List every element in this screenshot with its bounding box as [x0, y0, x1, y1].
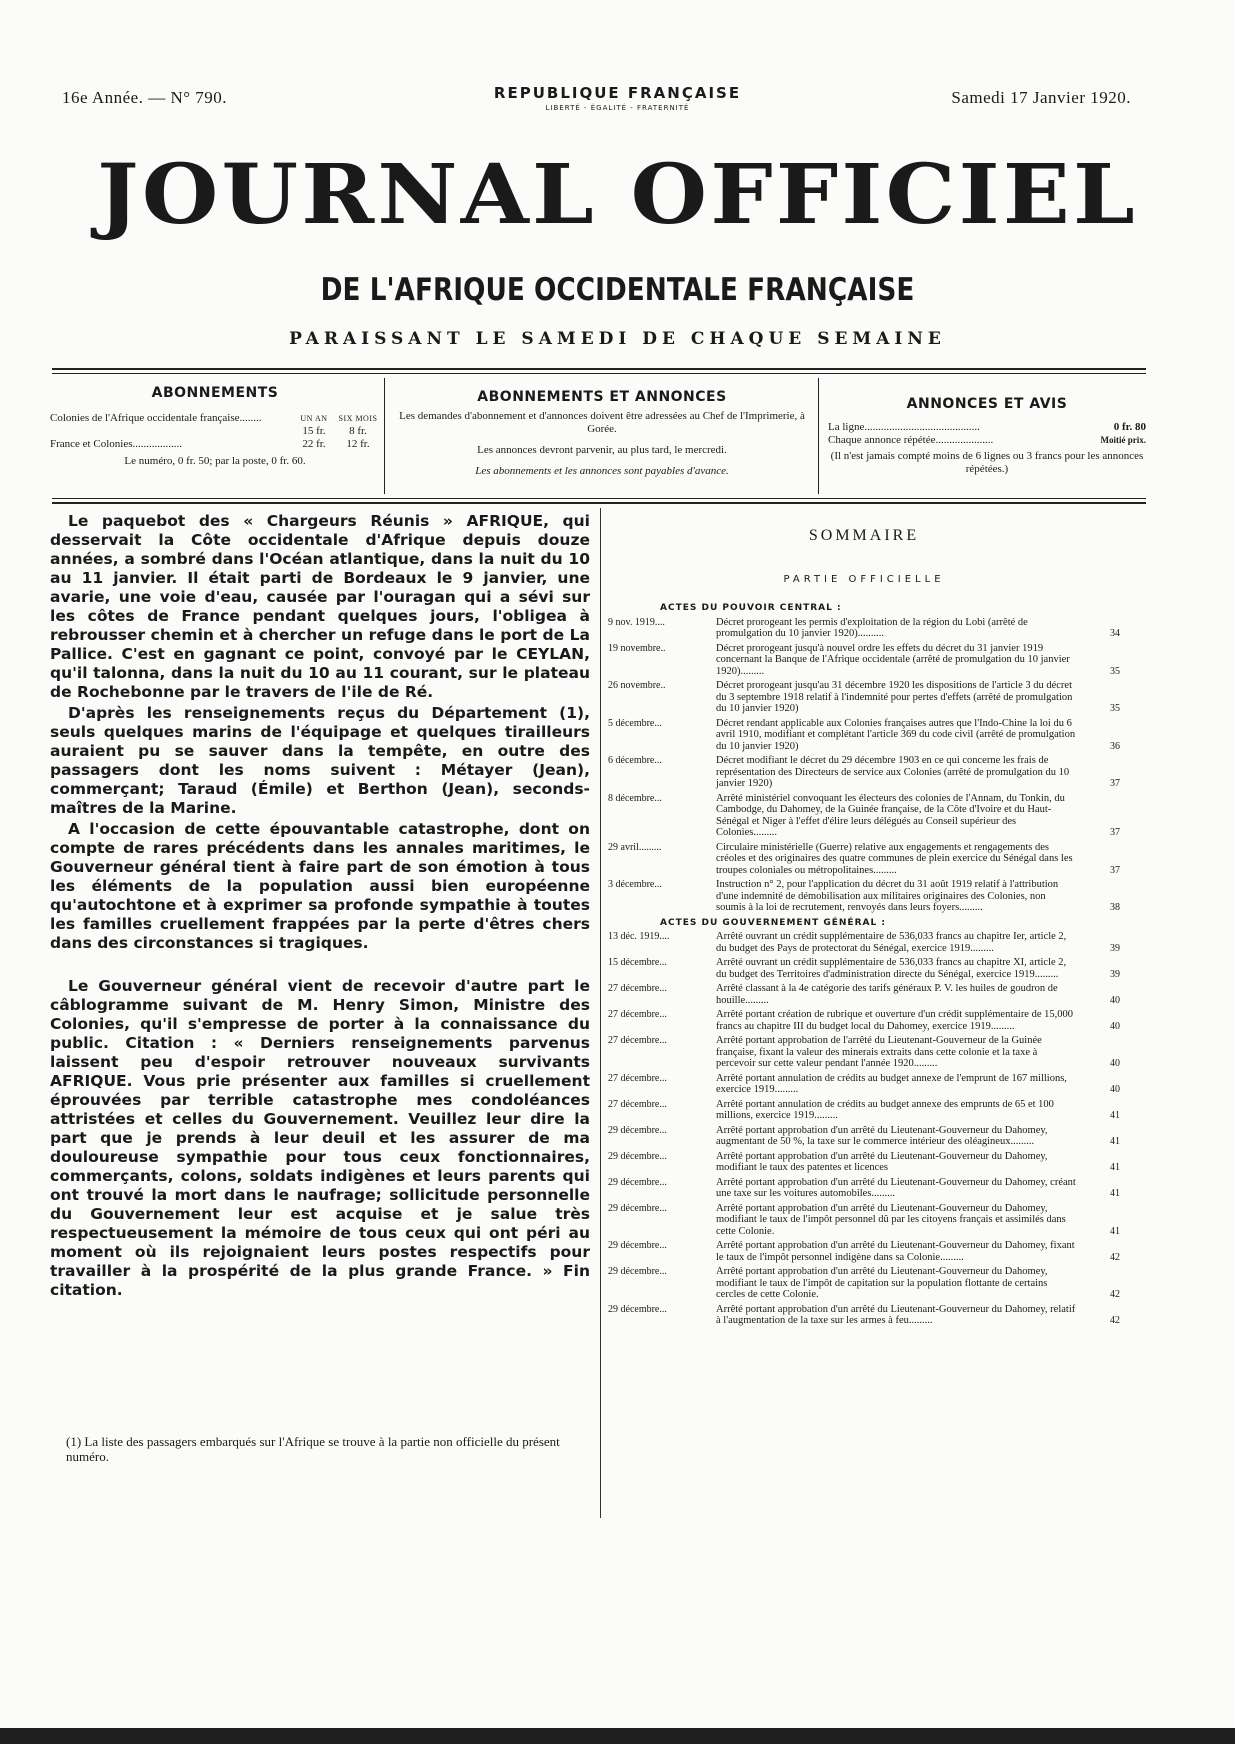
journal-title: JOURNAL OFFICIEL	[97, 147, 1138, 243]
entry-text: Arrêté classant à la 4e catégorie des tarifs généraux P. V. les huiles de goudron de houille.........	[716, 983, 1058, 1006]
header-rule	[52, 498, 1146, 499]
sommaire-entry	[608, 680, 1120, 715]
scan-edge	[0, 1728, 1235, 1744]
entry-page: 39	[1110, 942, 1120, 954]
sommaire-entry	[608, 1266, 1120, 1301]
entry-page: 38	[1110, 902, 1120, 913]
entry-page: 39	[1110, 968, 1120, 980]
entry-page: 37	[1110, 827, 1120, 838]
abo-annonces-line: Les demandes d'abonnement et d'annonces doivent être adressées au Chef de l'Imprimerie, à Gorée.	[399, 410, 805, 435]
sommaire-sections	[608, 603, 1120, 1327]
entry-date: 26 novembre..	[608, 680, 666, 691]
entry-text: Arrêté portant approbation d'un arrêté du Lieutenant-Gouverneur du Dahomey, augmentant de 50 %, la taxe sur le commerce intérieur des oléagineux.........	[716, 1124, 1048, 1147]
entry-text: Arrêté portant approbation d'un arrêté du Lieutenant-Gouverneur du Dahomey, relatif à l'augmentation de la taxe sur les armes à feu.........	[716, 1303, 1076, 1326]
sommaire-entry	[608, 1125, 1120, 1148]
abonnements-box	[50, 387, 380, 468]
sommaire-entry	[608, 1009, 1120, 1032]
header-rule	[52, 373, 1146, 374]
article-paragraph: A l'occasion de cette épouvantable catastrophe, dont on compte de rares précédents dans les annales maritimes, le Gouverneur général tient à faire part de son émotion à tous les éléments de la population aussi bien européenne qu'autochtone et à exprimer sa profonde sympathie à toutes les familles cruellement frappées par la perte d'êtres chers dans des circonstances si tragiques.	[50, 820, 590, 952]
entry-page: 40	[1110, 994, 1120, 1006]
entry-page: 41	[1110, 1188, 1120, 1199]
entry-date: 29 décembre...	[608, 1150, 667, 1162]
entry-date: 27 décembre...	[608, 1009, 667, 1020]
entry-text: Arrêté ouvrant un crédit supplémentaire de 536,033 francs au chapitre Ier, article 2, du budget des Pays de protectorat du Sénégal, exercice 1919.........	[716, 931, 1067, 954]
annonce-repetee-value: Moitié prix.	[1100, 435, 1146, 445]
entry-page: 36	[1110, 740, 1120, 752]
entry-date: 27 décembre...	[608, 983, 667, 994]
entry-date: 27 décembre...	[608, 1072, 667, 1084]
entry-page: 40	[1110, 1084, 1120, 1095]
entry-text: Décret modifiant le décret du 29 décembre 1903 en ce qui concerne les frais de représentation des Directeurs de service aux Colonies (arrêté de promulgation du 10 janvier 1920)	[716, 755, 1070, 789]
sommaire-entry	[608, 1240, 1120, 1263]
article-footnote: (1) La liste des passagers embarqués sur l'Afrique se trouve à la partie non officielle du présent numéro.	[66, 1434, 560, 1464]
sommaire-entry	[608, 1177, 1120, 1200]
annonce-note: (Il n'est jamais compté moins de 6 lignes ou 3 francs pour les annonces répétées.)	[830, 450, 1144, 475]
col-six-mois: SIX MOIS	[338, 414, 378, 423]
sommaire-entry	[608, 718, 1120, 753]
entry-date: 29 décembre...	[608, 1266, 667, 1277]
abo-annonces-line: Les abonnements et les annonces sont payables d'avance.	[475, 465, 729, 477]
annonce-repetee-label: Chaque annonce répétée.....................	[828, 434, 994, 446]
entry-text: Arrêté portant approbation d'un arrêté du Lieutenant-Gouverneur du Dahomey, modifiant le taux de l'impôt de capitation sur la population flottante de certains cercles de cette Colonie.	[716, 1266, 1048, 1300]
entry-page: 41	[1110, 1136, 1120, 1147]
sommaire-entry	[608, 1151, 1120, 1174]
abo-value: 15 fr.	[302, 425, 326, 437]
entry-date: 27 décembre...	[608, 1035, 667, 1046]
entry-date: 29 avril.........	[608, 841, 662, 853]
abo-value: 12 fr.	[346, 438, 370, 450]
motto: LIBERTÉ - ÉGALITÉ - FRATERNITÉ	[545, 104, 690, 112]
entry-page: 41	[1110, 1225, 1120, 1237]
issue-date: Samedi 17 Janvier 1920.	[951, 88, 1131, 107]
sommaire-entry	[608, 755, 1120, 790]
entry-text: Décret rendant applicable aux Colonies françaises autres que l'Indo-Chine la loi du 6 avril 1910, modifiant et complétant l'article 369 du code civil (arrêté de promulgation du 10 janvier 1920)	[716, 717, 1076, 752]
sommaire-entry	[608, 1035, 1120, 1070]
box-divider	[384, 378, 385, 494]
entry-date: 5 décembre...	[608, 717, 662, 729]
entry-page: 42	[1110, 1315, 1120, 1326]
entry-text: Arrêté portant approbation d'un arrêté du Lieutenant-Gouverneur du Dahomey, modifiant le taux des patentes et licences	[716, 1150, 1048, 1173]
annonce-ligne-label: La ligne..........................................	[828, 421, 980, 433]
abo-value: 8 fr.	[349, 425, 367, 437]
entry-date: 6 décembre...	[608, 755, 662, 766]
entry-date: 29 décembre...	[608, 1202, 667, 1214]
entry-page: 40	[1110, 1020, 1120, 1032]
sommaire-entry	[608, 983, 1120, 1006]
entry-date: 29 décembre...	[608, 1124, 667, 1136]
sommaire-entry	[608, 643, 1120, 678]
col-un-an: UN AN	[300, 414, 328, 423]
entry-text: Décret prorogeant jusqu'à nouvel ordre les effets du décret du 31 janvier 1919 concernant la Banque de l'Afrique occidentale (arrêté de promulgation du 10 janvier 1920).........	[716, 642, 1070, 677]
sommaire-entry	[608, 1099, 1120, 1122]
entry-text: Arrêté portant approbation d'un arrêté du Lieutenant-Gouverneur du Dahomey, modifiant le taux de l'impôt personnel dû par les citoyens français et assimilés dans cette Colonie.	[716, 1202, 1066, 1237]
entry-date: 9 nov. 1919....	[608, 616, 665, 628]
article-afrique	[50, 512, 590, 1302]
entry-text: Arrêté portant approbation de l'arrêté du Lieutenant-Gouverneur de la Guinée française, fixant la valeur des minerais extraits dans cette colonie et la taxe à percevoir sur cette valeur pendant l'année 1920.........	[716, 1035, 1042, 1069]
journal-subtitle: DE L'AFRIQUE OCCIDENTALE FRANÇAISE	[320, 272, 915, 308]
entry-page: 42	[1110, 1251, 1120, 1263]
publication-frequency: PARAISSANT LE SAMEDI DE CHAQUE SEMAINE	[289, 329, 946, 349]
entry-page: 35	[1110, 703, 1120, 714]
annonces-avis-box	[828, 398, 1146, 476]
entry-text: Instruction n° 2, pour l'application du décret du 31 août 1919 relatif à l'attribution d'une indemnité de démobilisation aux militaires originaires des Colonies, non soumis à la loi de recrutement, renvoyés dans leurs foyers.........	[716, 879, 1059, 913]
entry-date: 13 déc. 1919....	[608, 931, 670, 942]
republique-heading: REPUBLIQUE FRANÇAISE	[493, 84, 742, 102]
entry-text: Arrêté ouvrant un crédit supplémentaire de 536,033 francs au chapitre XI, article 2, du budget des Territoires d'administration directe du Sénégal, exercice 1919.........	[716, 957, 1067, 980]
entry-date: 8 décembre...	[608, 792, 662, 804]
entry-text: Arrêté portant annulation de crédits au budget annexe des emprunts de 65 et 100 millions, exercice 1919.........	[716, 1098, 1054, 1121]
issue-number: 16e Année. — N° 790.	[62, 88, 228, 107]
sommaire-entry	[608, 617, 1120, 640]
column-divider	[600, 508, 601, 1518]
entry-date: 29 décembre...	[608, 1176, 667, 1188]
annonce-ligne-value: 0 fr. 80	[1113, 421, 1146, 433]
article-paragraph: D'après les renseignements reçus du Département (1), seuls quelques marins de l'équipage et quelques tirailleurs auraient pu se sauver dans la tempête, en outre des passagers dont les noms suivent : Métayer (Jean), commerçant; Taraud (Émile) et Berthon (Jean), seconds-maîtres de la Marine.	[50, 704, 590, 817]
sommaire-title: SOMMAIRE	[808, 527, 920, 544]
entry-date: 19 novembre..	[608, 642, 666, 654]
numero-price: Le numéro, 0 fr. 50; par la poste, 0 fr. 60.	[124, 455, 306, 467]
header-rule	[52, 502, 1146, 504]
entry-text: Circulaire ministérielle (Guerre) relative aux engagements et rengagements des créoles et des originaires des quatre communes de plein exercice du Sénégal dans les troupes coloniales ou métropolitaines.........	[716, 841, 1073, 876]
sommaire-section-heading: ACTES DU POUVOIR CENTRAL :	[660, 603, 842, 613]
entry-page: 42	[1110, 1289, 1120, 1300]
article-paragraph: Le paquebot des « Chargeurs Réunis » AFRIQUE, qui desservait la Côte occidentale d'Afrique depuis douze années, a sombré dans l'Océan atlantique, dans la nuit du 10 au 11 janvier. Il était parti de Bordeaux le 9 janvier, une avarie, une voie d'eau, causée par l'ouragan qui a sévi sur les côtes de France pendant quelques jours, l'obligea à rebrousser chemin et à chercher un refuge dans le port de La Pallice. C'est en gagnant ce point, convoyé par le CEYLAN, qu'il talonna, dans la nuit du 10 au 11 courant, sur le plateau de Rochebonne par le travers de l'ile de Ré.	[50, 512, 590, 701]
entry-text: Arrêté portant approbation d'un arrêté du Lieutenant-Gouverneur du Dahomey, créant une taxe sur les voitures automobiles.........	[716, 1176, 1076, 1199]
sommaire-section-heading: ACTES DU GOUVERNEMENT GÉNÉRAL :	[660, 917, 886, 928]
entry-page: 37	[1110, 864, 1120, 876]
entry-date: 29 décembre...	[608, 1240, 667, 1251]
box-divider	[818, 378, 819, 494]
abo-value: 22 fr.	[302, 438, 326, 450]
entry-page: 35	[1110, 665, 1120, 677]
entry-text: Arrêté ministériel convoquant les électeurs des colonies de l'Annam, du Tonkin, du Cambodge, du Dahomey, de la Guinée française, de la Côte d'Ivoire et du Haut-Sénégal et Niger à l'effet d'élire leurs délégués au Conseil supérieur des Colonies.........	[716, 792, 1065, 838]
partie-officielle-heading: PARTIE OFFICIELLE	[783, 573, 945, 585]
sommaire-entry	[608, 793, 1120, 839]
entry-date: 27 décembre...	[608, 1098, 667, 1110]
abo-row-label: Colonies de l'Afrique occidentale française........	[50, 412, 262, 424]
entry-page: 34	[1110, 628, 1120, 639]
entry-page: 41	[1110, 1162, 1120, 1173]
sommaire-entry	[608, 1203, 1120, 1238]
entry-page: 41	[1110, 1110, 1120, 1121]
header-rule	[52, 368, 1146, 370]
entry-page: 37	[1110, 778, 1120, 789]
annonces-avis-heading: ANNONCES ET AVIS	[906, 396, 1068, 412]
entry-date: 29 décembre...	[608, 1303, 667, 1315]
entry-date: 15 décembre...	[608, 957, 667, 968]
sommaire-entry	[608, 842, 1120, 877]
abonnements-heading: ABONNEMENTS	[151, 385, 279, 401]
abonnements-annonces-box	[392, 391, 812, 478]
entry-text: Décret prorogeant jusqu'au 31 décembre 1920 les dispositions de l'article 3 du décret du 3 septembre 1918 relatif à l'indemnité pour pertes d'effets (arrêté de promulgation du 10 janvier 1920)	[716, 680, 1073, 714]
entry-text: Arrêté portant annulation de crédits au budget annexe de l'emprunt de 167 millions, exercice 1919.........	[716, 1072, 1067, 1095]
sommaire	[608, 527, 1120, 1330]
article-paragraph: Le Gouverneur général vient de recevoir d'autre part le câblogramme suivant de M. Henry Simon, Ministre des Colonies, qu'il s'empresse de porter à la connaissance du public. Citation : « Derniers renseignements parvenus laissent peu d'espoir retrouver nouveaux survivants AFRIQUE. Vous prie présenter aux familles si cruellement éprouvées par terrible catastrophe mes condoléances attristées et celles du Gouvernement. Veuillez leur dire la part que je prends à leur deuil et les assurer de ma douloureuse sympathie pour tous ceux fonctionnaires, commerçants, colons, soldats indigènes et leurs parents qui ont trouvé la mort dans le naufrage; sollicitude personnelle du Gouvernement leur est acquise et je salue très respectueusement la mémoire de tous ceux qui ont péri au moment où ils rejoignaient leurs postes respectifs pour travailler à la prospérité de la plus grande France. » Fin citation.	[50, 977, 590, 1299]
entry-page: 40	[1110, 1058, 1120, 1069]
entry-text: Décret prorogeant les permis d'exploitation de la région du Lobi (arrêté de promulgation du 10 janvier 1920)..........	[716, 616, 1028, 639]
sommaire-entry	[608, 1073, 1120, 1096]
abo-row-label: France et Colonies..................	[50, 438, 182, 450]
abo-annonces-line: Les annonces devront parvenir, au plus tard, le mercredi.	[477, 444, 727, 456]
entry-text: Arrêté portant création de rubrique et ouverture d'un crédit supplémentaire de 15,000 francs au chapitre III du budget local du Dahomey, exercice 1919.........	[716, 1009, 1074, 1032]
sommaire-entry	[608, 1304, 1120, 1327]
sommaire-entry	[608, 879, 1120, 914]
entry-text: Arrêté portant approbation d'un arrêté du Lieutenant-Gouverneur du Dahomey, fixant le taux de l'impôt personnel indigène dans sa Colonie.........	[716, 1240, 1075, 1263]
entry-date: 3 décembre...	[608, 879, 662, 890]
sommaire-entry	[608, 931, 1120, 954]
sommaire-entry	[608, 957, 1120, 980]
abonnements-annonces-heading: ABONNEMENTS ET ANNONCES	[477, 389, 727, 405]
